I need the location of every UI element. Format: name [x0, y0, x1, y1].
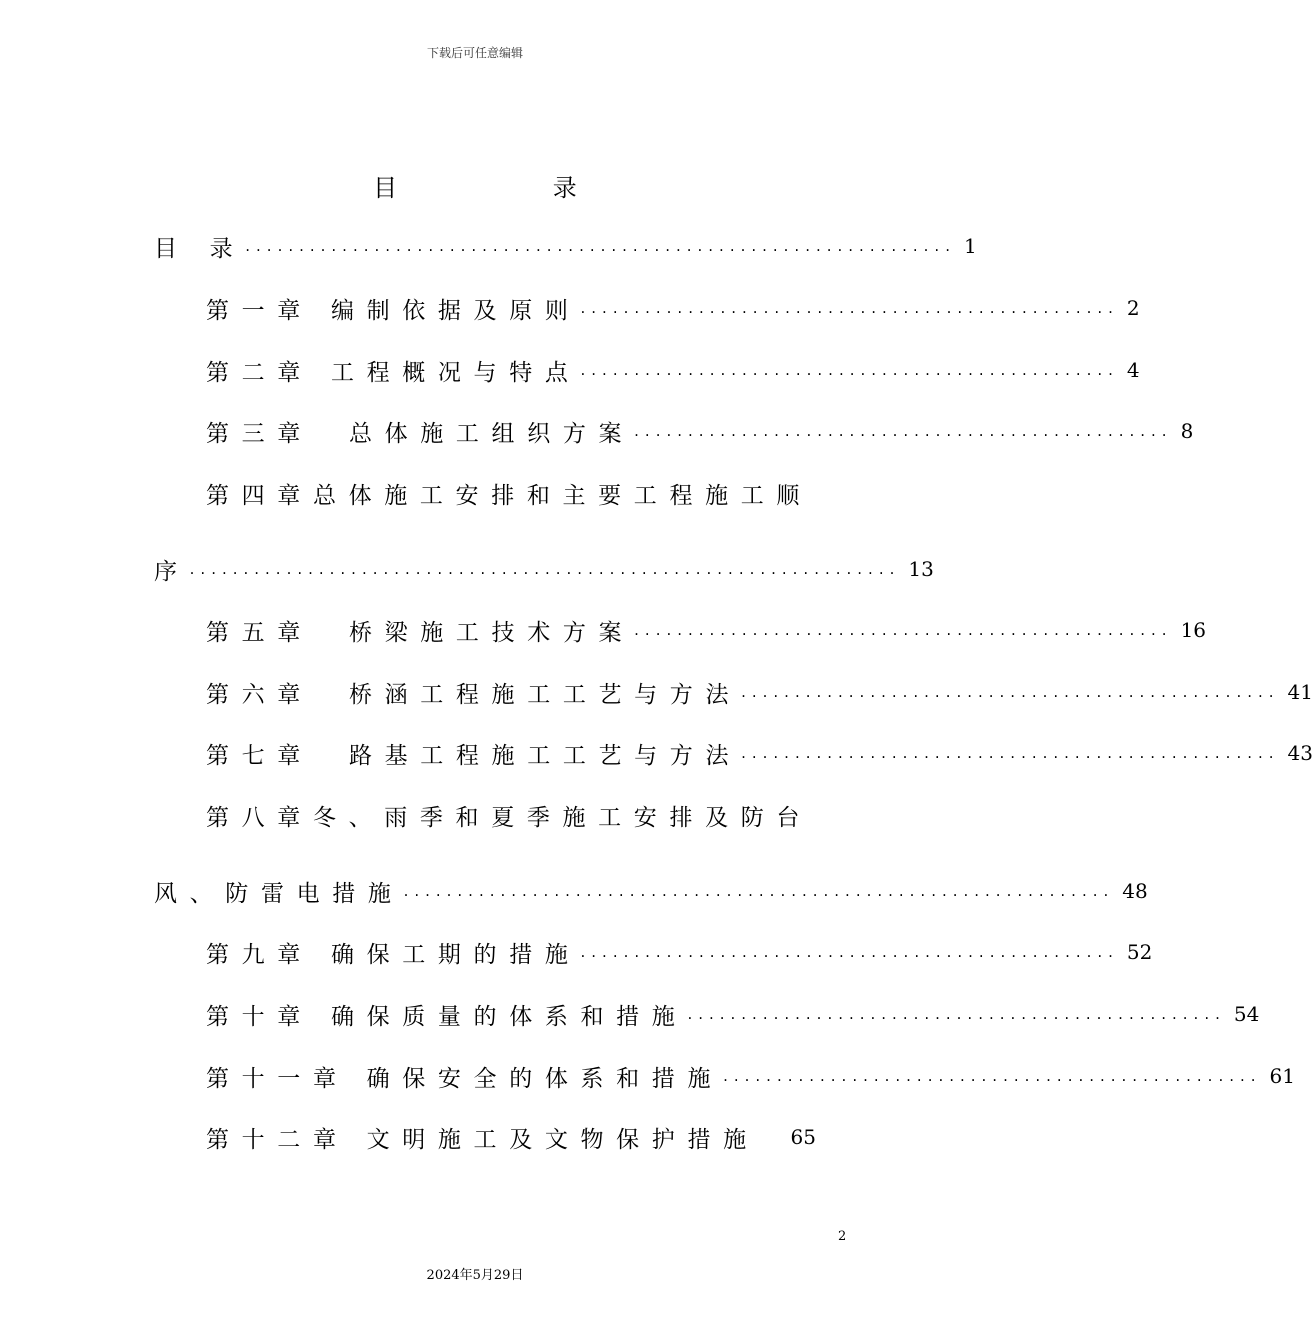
chapter-title-continued: 风、防雷电措施: [154, 880, 404, 907]
toc-entry-chapter-2[interactable]: [206, 354, 1140, 386]
chapter-number: 第十章: [206, 1003, 313, 1030]
chapter-number: 第三章: [206, 420, 313, 447]
toc-entry-chapter-11[interactable]: [206, 1060, 1295, 1092]
chapter-title: 工程概况与特点: [330, 359, 581, 386]
chapter-title: 总体施工组织方案: [348, 420, 635, 447]
dot-leader: ..................................................: [741, 744, 1280, 762]
dot-leader: ..................................................: [723, 1067, 1262, 1085]
chapter-title: 总体施工安排和主要工程施工顺: [312, 483, 813, 509]
chapter-number: 第四章: [206, 483, 313, 509]
dot-leader: ..................................................: [634, 422, 1173, 440]
chapter-number: 第一章: [206, 297, 313, 324]
chapter-number: 第十一章: [206, 1065, 349, 1092]
toc-entry-chapter-5[interactable]: [206, 614, 1207, 646]
toc-page-number: 1: [963, 234, 977, 258]
toc-entry-chapter-12[interactable]: [206, 1121, 816, 1153]
chapter-title-continued: 序: [154, 558, 190, 585]
chapter-title: 路基工程施工工艺与方法: [348, 742, 742, 769]
toc-page-number: 48: [1122, 879, 1148, 903]
dot-leader: ..................................................: [580, 943, 1119, 961]
chapter-number: 第九章: [206, 941, 313, 968]
toc-entry-chapter-9[interactable]: [206, 936, 1153, 968]
toc-entry-contents[interactable]: [154, 230, 977, 262]
dot-leader: ..................................................: [634, 621, 1173, 639]
toc-entry-label: 目 录: [154, 235, 246, 262]
page-header: 下载后可任意编辑: [426, 46, 523, 60]
chapter-title: 编制依据及原则: [330, 297, 581, 324]
toc-page-number: 8: [1180, 419, 1194, 443]
toc-page-number: 43: [1287, 741, 1313, 765]
toc-entry-chapter-1[interactable]: [206, 292, 1140, 324]
chapter-title: 桥梁施工技术方案: [348, 619, 635, 646]
chapter-number: 第八章: [206, 805, 313, 831]
chapter-title: 确保安全的体系和措施: [366, 1065, 724, 1092]
toc-entry-chapter-8-cont[interactable]: [154, 875, 1148, 907]
chapter-number: 第五章: [206, 619, 313, 646]
toc-page-number: 2: [1126, 296, 1140, 320]
chapter-number: 第二章: [206, 359, 313, 386]
dot-leader: ..................................................................: [403, 882, 1115, 900]
chapter-title: 冬、雨季和夏季施工安排及防台: [312, 805, 813, 831]
toc-entry-chapter-4-cont[interactable]: [154, 553, 934, 585]
chapter-title: 确保质量的体系和措施: [330, 1003, 688, 1030]
toc-entry-chapter-7[interactable]: [206, 737, 1313, 769]
dot-leader: ..................................................: [741, 683, 1280, 701]
toc-page-number: 61: [1269, 1064, 1295, 1088]
dot-leader: ..................................................: [687, 1005, 1226, 1023]
toc-title: 目 录: [373, 174, 651, 202]
chapter-number: 第十二章: [206, 1126, 349, 1153]
chapter-title: 确保工期的措施: [330, 941, 581, 968]
page-footer-date: 2024年5月29日: [426, 1268, 524, 1283]
dot-leader: ..................................................................: [245, 237, 956, 255]
toc-page-number: 16: [1180, 618, 1207, 642]
chapter-title: 桥涵工程施工工艺与方法: [348, 681, 742, 708]
toc-entry-chapter-4[interactable]: [206, 477, 846, 509]
toc-page-number: 13: [908, 557, 934, 581]
chapter-number: 第六章: [206, 681, 313, 708]
toc-page-number: 4: [1126, 358, 1140, 382]
toc-entry-chapter-3[interactable]: [206, 415, 1194, 447]
page-number: 2: [838, 1229, 847, 1244]
dot-leader: ..................................................: [580, 361, 1119, 379]
toc-entry-chapter-6[interactable]: [206, 676, 1313, 708]
dot-leader: ..................................................................: [189, 560, 901, 578]
toc-page-number: 52: [1126, 940, 1153, 964]
dot-leader: ..................................................: [580, 299, 1119, 317]
chapter-number: 第七章: [206, 742, 313, 769]
toc-entry-chapter-10[interactable]: [206, 998, 1260, 1030]
toc-page-number: 54: [1233, 1002, 1260, 1026]
toc-page-number: 41: [1287, 680, 1313, 704]
toc-page-number: 65: [790, 1125, 816, 1149]
toc-entry-chapter-8[interactable]: [206, 799, 846, 831]
chapter-title: 文明施工及文物保护措施: [366, 1126, 759, 1153]
